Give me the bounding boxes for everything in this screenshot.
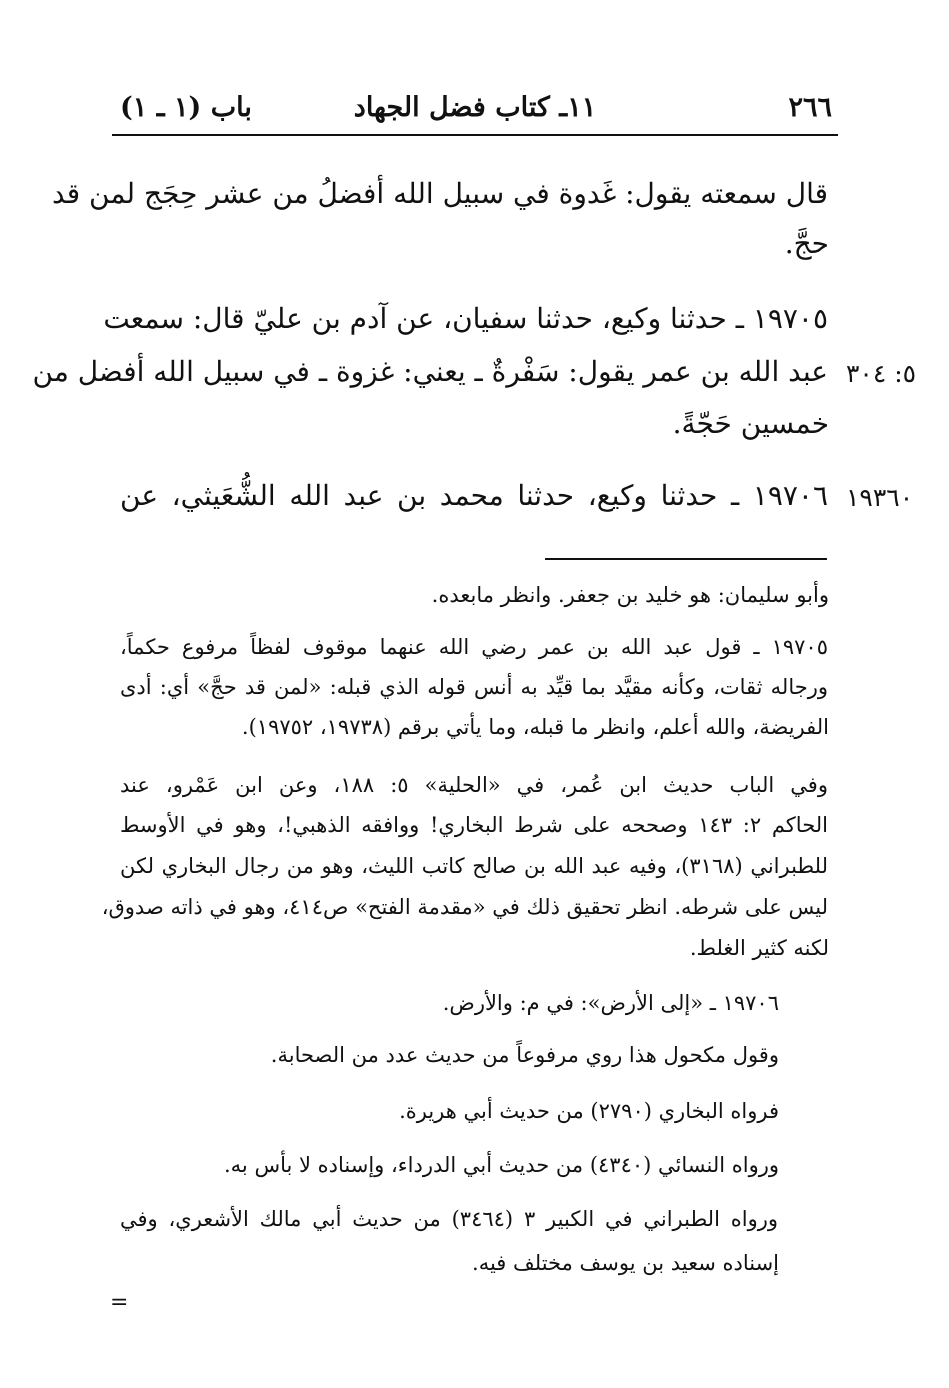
footnote-line: وأبو سليمان: هو خليد بن جعفر. وانظر مابعده. — [431, 583, 829, 607]
footnote-19705: ١٩٧٠٥ ـ قول عبد الله بن عمر رضي الله عنهما موقوف لفظاً مرفوع حكماً، — [120, 635, 828, 659]
footnote-line: وفي الباب حديث ابن عُمر، في «الحلية» ٥: ١٨٨، وعن ابن عَمْرو، عند — [120, 773, 828, 797]
chapter-title: ١١ـ كتاب فضل الجهاد — [353, 92, 597, 123]
section-label: باب (١ ـ ١) — [120, 92, 252, 123]
footnote-line: ليس على شرطه. انظر تحقيق ذلك في «مقدمة الفتح» ص٤١٤، وهو في ذاته صدوق، — [101, 895, 828, 919]
footnote-line: للطبراني (٣١٦٨)، وفيه عبد الله بن صالح كاتب الليث، وهو من رجال البخاري لكن — [120, 854, 829, 878]
footnote-line: إسناده سعيد بن يوسف مختلف فيه. — [472, 1251, 779, 1275]
main-text-line: عبد الله بن عمر يقول: سَفْرةٌ ـ يعني: غزوة ـ في سبيل الله أفضل من — [32, 355, 828, 388]
continuation-mark: = — [110, 1290, 129, 1315]
page-number: ٢٦٦ — [788, 92, 832, 123]
running-header — [112, 88, 838, 128]
footnote-line: الحاكم ٢: ١٤٣ وصححه على شرط البخاري! ووافقه الذهبي!، وهو في الأوسط — [120, 813, 828, 837]
main-text-line: حجَّ. — [784, 227, 829, 260]
footnote-separator — [545, 558, 827, 560]
hadith-19705: ١٩٧٠٥ ـ حدثنا وكيع، حدثنا سفيان، عن آدم بن عليّ قال: سمعت — [103, 302, 828, 335]
footnote-19706: ١٩٧٠٦ ـ «إلى الأرض»: في م: والأرض. — [442, 991, 779, 1015]
margin-reference: ١٩٣٦٠ — [846, 483, 914, 512]
header-rule — [112, 134, 838, 136]
main-text-line: قال سمعته يقول: غَدوة في سبيل الله أفضلُ من عشر حِجَج لمن قد — [52, 177, 828, 210]
hadith-19706: ١٩٧٠٦ ـ حدثنا وكيع، حدثنا محمد بن عبد الله الشُّعَيثي، عن — [120, 479, 828, 512]
footnote-line: ورجاله ثقات، وكأنه مقيَّد بما قيِّد به أنس قوله الذي قبله: «لمن قد حجَّ» أي: أدى — [120, 675, 828, 699]
footnote-line: الفريضة، والله أعلم، وانظر ما قبله، وما يأتي برقم (١٩٧٣٨، ١٩٧٥٢). — [241, 715, 829, 739]
footnote-line: وقول مكحول هذا روي مرفوعاً من حديث عدد من الصحابة. — [270, 1043, 779, 1067]
footnote-line: ورواه الطبراني في الكبير ٣ (٣٤٦٤) من حديث أبي مالك الأشعري، وفي — [120, 1207, 778, 1231]
footnote-line: لكنه كثير الغلط. — [689, 936, 829, 960]
main-text-line: خمسين حَجّةً. — [672, 407, 829, 440]
footnote-line: ورواه النسائي (٤٣٤٠) من حديث أبي الدرداء، وإسناده لا بأس به. — [224, 1153, 779, 1177]
footnote-line: فرواه البخاري (٢٧٩٠) من حديث أبي هريرة. — [399, 1099, 779, 1123]
margin-reference: ٥: ٣٠٤ — [846, 359, 917, 388]
